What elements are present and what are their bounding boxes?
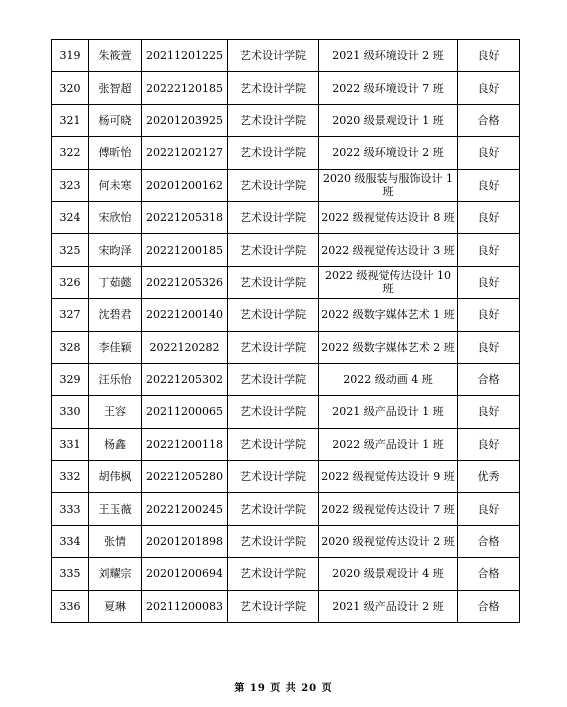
roster-body — [52, 40, 520, 623]
student-name-cell: 胡伟枫 — [89, 461, 142, 493]
table-row — [52, 266, 520, 298]
grade-cell: 良好 — [458, 266, 520, 298]
student-id-cell: 20221205318 — [142, 201, 228, 233]
college-cell: 艺术设计学院 — [228, 331, 319, 363]
class-cell: 2022 级动画 4 班 — [319, 363, 458, 395]
grade-cell: 良好 — [458, 201, 520, 233]
row-number-cell: 333 — [52, 493, 89, 525]
student-id-cell: 20221200140 — [142, 299, 228, 331]
student-name-cell: 傅昕怡 — [89, 137, 142, 169]
row-number-cell: 328 — [52, 331, 89, 363]
student-name-cell: 王容 — [89, 396, 142, 428]
student-id-cell: 2022120282 — [142, 331, 228, 363]
student-name-cell: 李佳颖 — [89, 331, 142, 363]
student-name-cell: 何未寒 — [89, 169, 142, 201]
grade-cell: 良好 — [458, 169, 520, 201]
grade-cell: 良好 — [458, 299, 520, 331]
student-name-cell: 刘耀宗 — [89, 558, 142, 590]
class-cell: 2022 级数字媒体艺术 1 班 — [319, 299, 458, 331]
class-cell: 2022 级数字媒体艺术 2 班 — [319, 331, 458, 363]
student-id-cell: 20211200065 — [142, 396, 228, 428]
table-row — [52, 558, 520, 590]
college-cell: 艺术设计学院 — [228, 266, 319, 298]
row-number-cell: 325 — [52, 234, 89, 266]
row-number-cell: 327 — [52, 299, 89, 331]
class-cell: 2022 级视觉传达设计 7 班 — [319, 493, 458, 525]
college-cell: 艺术设计学院 — [228, 493, 319, 525]
class-cell: 2020 级景观设计 1 班 — [319, 104, 458, 136]
grade-cell: 良好 — [458, 234, 520, 266]
student-name-cell: 汪乐怡 — [89, 363, 142, 395]
student-name-cell: 朱筱萱 — [89, 40, 142, 72]
grade-cell: 良好 — [458, 40, 520, 72]
table-row — [52, 169, 520, 201]
table-row — [52, 590, 520, 622]
grade-cell: 良好 — [458, 396, 520, 428]
table-row — [52, 493, 520, 525]
grade-cell: 合格 — [458, 363, 520, 395]
row-number-cell: 322 — [52, 137, 89, 169]
grade-cell: 良好 — [458, 493, 520, 525]
college-cell: 艺术设计学院 — [228, 590, 319, 622]
student-roster-table — [51, 39, 520, 623]
class-cell: 2021 级产品设计 2 班 — [319, 590, 458, 622]
student-id-cell: 20221200245 — [142, 493, 228, 525]
row-number-cell: 323 — [52, 169, 89, 201]
student-id-cell: 20221200118 — [142, 428, 228, 460]
table-row — [52, 461, 520, 493]
college-cell: 艺术设计学院 — [228, 428, 319, 460]
grade-cell: 良好 — [458, 331, 520, 363]
row-number-cell: 336 — [52, 590, 89, 622]
grade-cell: 优秀 — [458, 461, 520, 493]
student-name-cell: 宋欣怡 — [89, 201, 142, 233]
row-number-cell: 332 — [52, 461, 89, 493]
class-cell: 2020 级服装与服饰设计 1 班 — [319, 169, 458, 201]
table-row — [52, 299, 520, 331]
college-cell: 艺术设计学院 — [228, 104, 319, 136]
row-number-cell: 321 — [52, 104, 89, 136]
college-cell: 艺术设计学院 — [228, 201, 319, 233]
student-name-cell: 杨鑫 — [89, 428, 142, 460]
grade-cell: 合格 — [458, 525, 520, 557]
college-cell: 艺术设计学院 — [228, 396, 319, 428]
student-id-cell: 20221202127 — [142, 137, 228, 169]
page-footer: 第 19 页 共 20 页 — [234, 683, 333, 694]
class-cell: 2021 级产品设计 1 班 — [319, 396, 458, 428]
college-cell: 艺术设计学院 — [228, 234, 319, 266]
class-cell: 2022 级环境设计 2 班 — [319, 137, 458, 169]
row-number-cell: 319 — [52, 40, 89, 72]
student-name-cell: 王玉薇 — [89, 493, 142, 525]
grade-cell: 合格 — [458, 590, 520, 622]
student-id-cell: 20222120185 — [142, 72, 228, 104]
college-cell: 艺术设计学院 — [228, 525, 319, 557]
student-id-cell: 20221200185 — [142, 234, 228, 266]
student-id-cell: 20201203925 — [142, 104, 228, 136]
table-row — [52, 137, 520, 169]
college-cell: 艺术设计学院 — [228, 461, 319, 493]
grade-cell: 良好 — [458, 72, 520, 104]
student-id-cell: 20201200162 — [142, 169, 228, 201]
college-cell: 艺术设计学院 — [228, 72, 319, 104]
class-cell: 2022 级视觉传达设计 10 班 — [319, 266, 458, 298]
row-number-cell: 331 — [52, 428, 89, 460]
table-row — [52, 331, 520, 363]
college-cell: 艺术设计学院 — [228, 299, 319, 331]
college-cell: 艺术设计学院 — [228, 137, 319, 169]
college-cell: 艺术设计学院 — [228, 363, 319, 395]
row-number-cell: 324 — [52, 201, 89, 233]
student-id-cell: 20221205326 — [142, 266, 228, 298]
row-number-cell: 326 — [52, 266, 89, 298]
student-name-cell: 杨可晓 — [89, 104, 142, 136]
table-row — [52, 428, 520, 460]
grade-cell: 良好 — [458, 428, 520, 460]
table-row — [52, 72, 520, 104]
table-row — [52, 234, 520, 266]
class-cell: 2022 级视觉传达设计 8 班 — [319, 201, 458, 233]
grade-cell: 合格 — [458, 558, 520, 590]
student-name-cell: 张智超 — [89, 72, 142, 104]
student-id-cell: 20221205302 — [142, 363, 228, 395]
table-row — [52, 40, 520, 72]
student-name-cell: 沈碧君 — [89, 299, 142, 331]
class-cell: 2022 级视觉传达设计 9 班 — [319, 461, 458, 493]
college-cell: 艺术设计学院 — [228, 40, 319, 72]
class-cell: 2022 级视觉传达设计 3 班 — [319, 234, 458, 266]
table-row — [52, 363, 520, 395]
row-number-cell: 329 — [52, 363, 89, 395]
row-number-cell: 320 — [52, 72, 89, 104]
college-cell: 艺术设计学院 — [228, 558, 319, 590]
row-number-cell: 334 — [52, 525, 89, 557]
class-cell: 2022 级环境设计 7 班 — [319, 72, 458, 104]
student-id-cell: 20201201898 — [142, 525, 228, 557]
student-id-cell: 20201200694 — [142, 558, 228, 590]
row-number-cell: 330 — [52, 396, 89, 428]
grade-cell: 合格 — [458, 104, 520, 136]
table-row — [52, 396, 520, 428]
class-cell: 2020 级景观设计 4 班 — [319, 558, 458, 590]
table-row — [52, 201, 520, 233]
class-cell: 2021 级环境设计 2 班 — [319, 40, 458, 72]
class-cell: 2020 级视觉传达设计 2 班 — [319, 525, 458, 557]
grade-cell: 良好 — [458, 137, 520, 169]
college-cell: 艺术设计学院 — [228, 169, 319, 201]
student-id-cell: 20211200083 — [142, 590, 228, 622]
student-name-cell: 丁茹懿 — [89, 266, 142, 298]
class-cell: 2022 级产品设计 1 班 — [319, 428, 458, 460]
student-id-cell: 20211201225 — [142, 40, 228, 72]
student-name-cell: 宋昀泽 — [89, 234, 142, 266]
student-name-cell: 夏琳 — [89, 590, 142, 622]
table-row — [52, 525, 520, 557]
student-id-cell: 20221205280 — [142, 461, 228, 493]
student-name-cell: 张情 — [89, 525, 142, 557]
row-number-cell: 335 — [52, 558, 89, 590]
table-row — [52, 104, 520, 136]
